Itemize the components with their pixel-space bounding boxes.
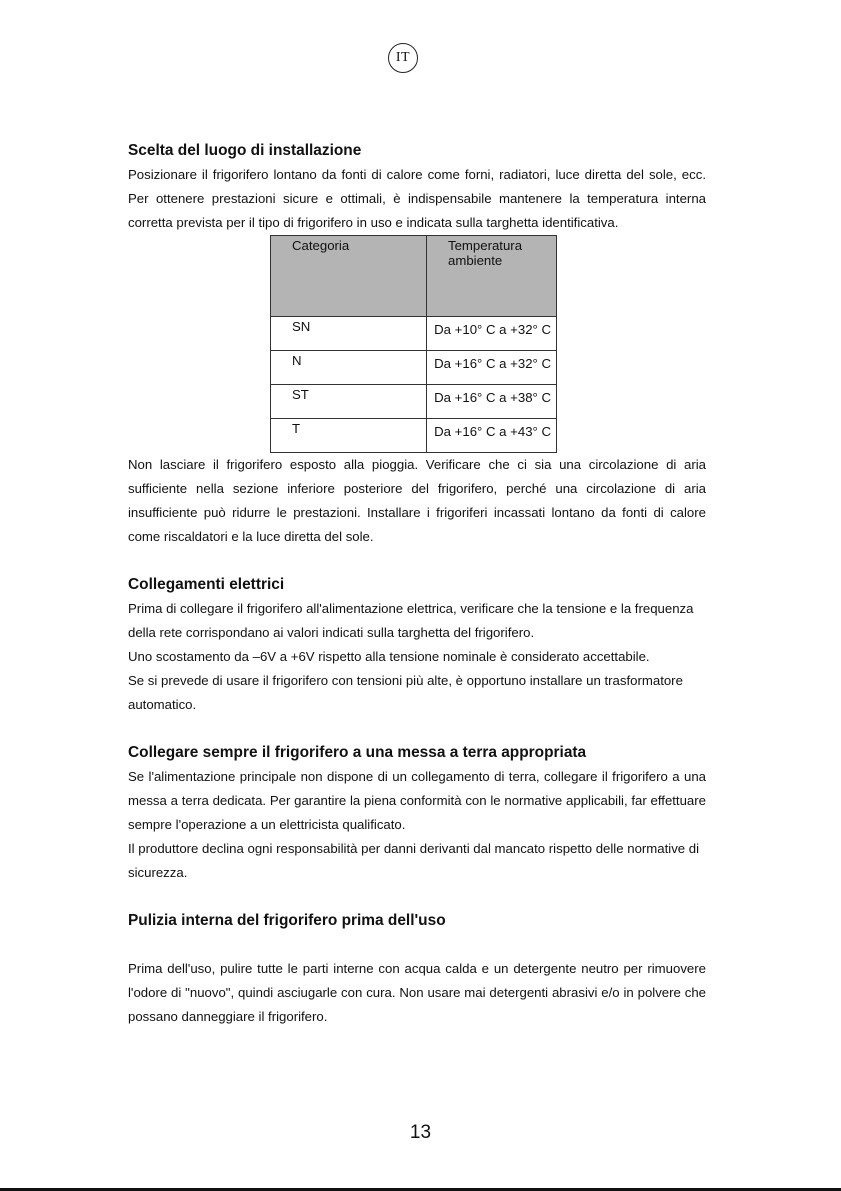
- table-row: [271, 351, 557, 385]
- electrical-heading: Collegamenti elettrici: [128, 576, 285, 593]
- row-range: Da +16° C a +38° C: [427, 385, 557, 419]
- document-body: [128, 139, 706, 1029]
- page-number: 13: [409, 1122, 432, 1143]
- header-category: Categoria: [271, 236, 427, 317]
- cleaning-heading: Pulizia interna del frigorifero prima dell'uso: [128, 912, 446, 929]
- row-category: T: [271, 419, 427, 453]
- grounding-text-1: Se l'alimentazione principale non dispone di un collegamento di terra, collegare il frigorifero a una messa a terra dedicata. Per garantire la piena conformità con le normative applicabili, far effettuare sempre l'operazione a un elettricista qualificato.: [128, 769, 706, 832]
- row-range: Da +10° C a +32° C: [427, 317, 557, 351]
- temperature-class-table: [270, 235, 557, 453]
- table-header-row: [271, 236, 557, 317]
- electrical-text-3: Se si prevede di usare il frigorifero con tensioni più alte, è opportuno installare un trasformatore automatico.: [128, 673, 683, 712]
- language-badge: IT: [388, 43, 418, 73]
- electrical-text-2: Uno scostamento da –6V a +6V rispetto alla tensione nominale è considerato accettabile.: [128, 649, 650, 664]
- grounding-text-2: Il produttore declina ogni responsabilità per danni derivanti dal mancato rispetto delle normative di sicurezza.: [128, 841, 700, 880]
- row-category: N: [271, 351, 427, 385]
- cleaning-text: Prima dell'uso, pulire tutte le parti interne con acqua calda e un detergente neutro per rimuovere l'odore di "nuovo", quindi asciugarle con cura. Non usare mai detergenti abrasivi e/o in polvere che possano danneggiare il frigorifero.: [128, 961, 706, 1024]
- installation-outro: Non lasciare il frigorifero esposto alla pioggia. Verificare che ci sia una circolazione di aria sufficiente nella sezione inferiore posteriore del frigorifero, perché una circolazione di aria insufficiente può ridurre le prestazioni. Installare i frigoriferi incassati lontano da fonti di calore come riscaldatori e la luce diretta del sole.: [128, 457, 706, 544]
- table-row: [271, 317, 557, 351]
- table-row: [271, 385, 557, 419]
- row-range: Da +16° C a +32° C: [427, 351, 557, 385]
- installation-heading: Scelta del luogo di installazione: [128, 142, 362, 159]
- row-category: ST: [271, 385, 427, 419]
- header-ambient-temperature: Temperatura ambiente: [427, 236, 557, 317]
- table-row: [271, 419, 557, 453]
- electrical-text-1: Prima di collegare il frigorifero all'alimentazione elettrica, verificare che la tensione e la frequenza della rete corrispondano ai valori indicati sulla targhetta del frigorifero.: [128, 601, 694, 640]
- row-range: Da +16° C a +43° C: [427, 419, 557, 453]
- installation-intro: Posizionare il frigorifero lontano da fonti di calore come forni, radiatori, luce diretta del sole, ecc. Per ottenere prestazioni sicure e ottimali, è indispensabile mantenere la temperatura interna corretta prevista per il tipo di frigorifero in uso e indicata sulla targhetta identificativa.: [128, 167, 706, 230]
- row-category: SN: [271, 317, 427, 351]
- grounding-heading: Collegare sempre il frigorifero a una messa a terra appropriata: [128, 744, 587, 761]
